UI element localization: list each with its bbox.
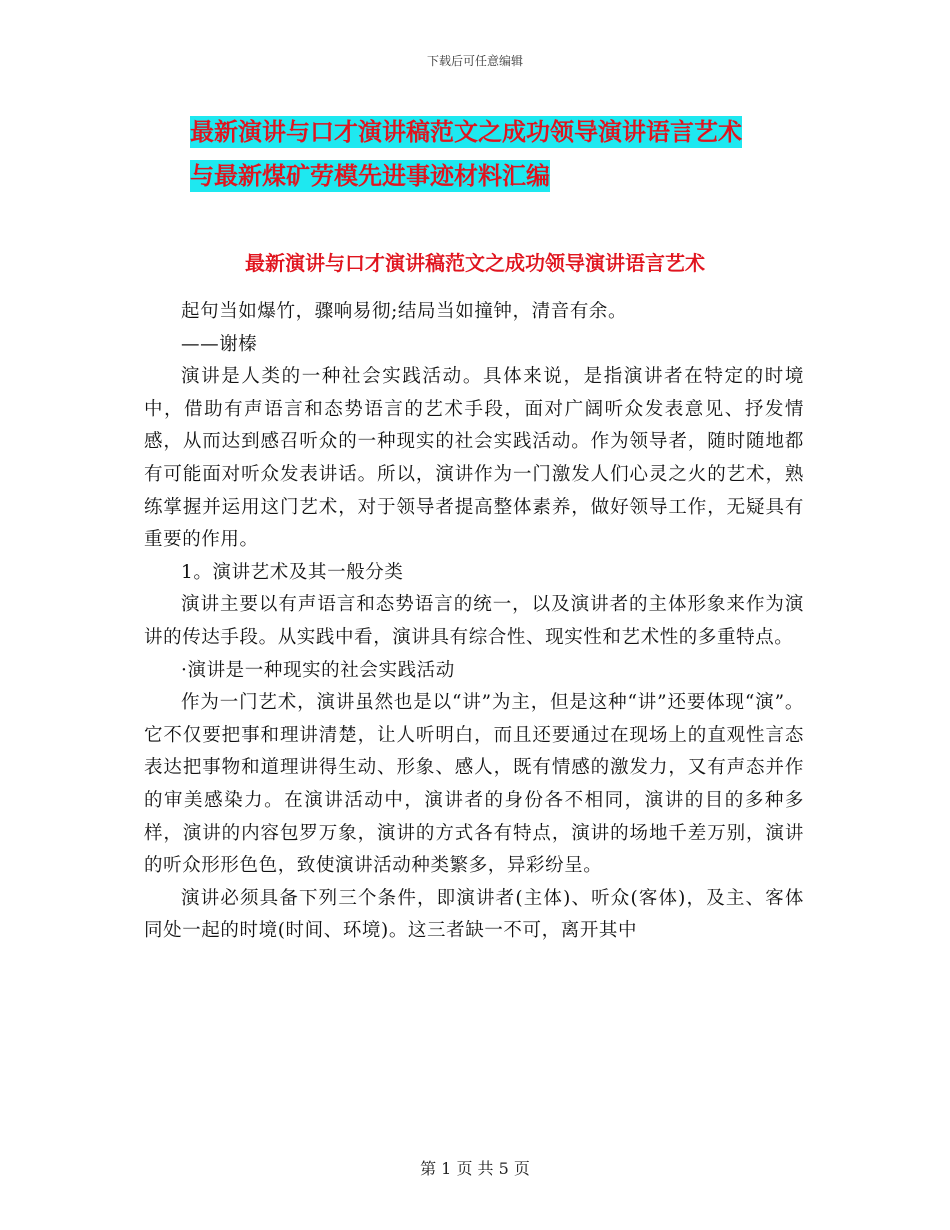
document-title-line-2: 与最新煤矿劳模先进事迹材料汇编 bbox=[190, 162, 550, 190]
quote-paragraph: 起句当如爆竹，骤响易彻;结局当如撞钟，清音有余。 bbox=[181, 301, 628, 322]
body-paragraph: 演讲主要以有声语言和态势语言的统一，以及演讲者的主体形象来作为演讲的传达手段。从实践中看，演讲具有综合性、现实性和艺术性的多重特点。 bbox=[144, 594, 804, 648]
body-paragraph: 演讲是人类的一种社会实践活动。具体来说，是指演讲者在特定的时境中，借助有声语言和态势语言的艺术手段，面对广阔听众发表意见、抒发情感，从而达到感召听众的一种现实的社会实践活动。作为领导者，随时随地都有可能面对听众发表讲话。所以，演讲作为一门激发人们心灵之火的艺术，熟练掌握并运用这门艺术，对于领导者提高整体素养，做好领导工作，无疑具有重要的作用。 bbox=[144, 366, 804, 551]
subheading: 1。演讲艺术及其一般分类 bbox=[181, 561, 404, 583]
document-title bbox=[190, 110, 810, 198]
page-footer: 第 1 页 共 5 页 bbox=[420, 1159, 530, 1178]
document-title-line-1: 最新演讲与口才演讲稿范文之成功领导演讲语言艺术 bbox=[190, 118, 742, 146]
document-body bbox=[144, 296, 804, 948]
body-paragraph: 演讲必须具备下列三个条件，即演讲者(主体)、听众(客体)，及主、客体同处一起的时境(时间、环境)。这三者缺一不可，离开其中 bbox=[144, 887, 804, 942]
bullet-item: ·演讲是一种现实的社会实践活动 bbox=[181, 659, 455, 681]
section-title: 最新演讲与口才演讲稿范文之成功领导演讲语言艺术 bbox=[245, 251, 705, 275]
header-note: 下载后可任意编辑 bbox=[426, 54, 523, 68]
quote-attribution: ——谢榛 bbox=[181, 333, 258, 355]
body-paragraph: 作为一门艺术，演讲虽然也是以“讲”为主，但是这种“讲”还要体现“演”。它不仅要把事和理讲清楚，让人听明白，而且还要通过在现场上的直观性言态表达把事物和道理讲得生动、形象、感人，既有情感的激发力，又有声态并作的审美感染力。在演讲活动中，演讲者的身份各不相同，演讲的目的多种多样，演讲的内容包罗万象，演讲的方式各有特点，演讲的场地千差万别，演讲的听众形形色色，致使演讲活动种类繁多，异彩纷呈。 bbox=[144, 692, 804, 877]
